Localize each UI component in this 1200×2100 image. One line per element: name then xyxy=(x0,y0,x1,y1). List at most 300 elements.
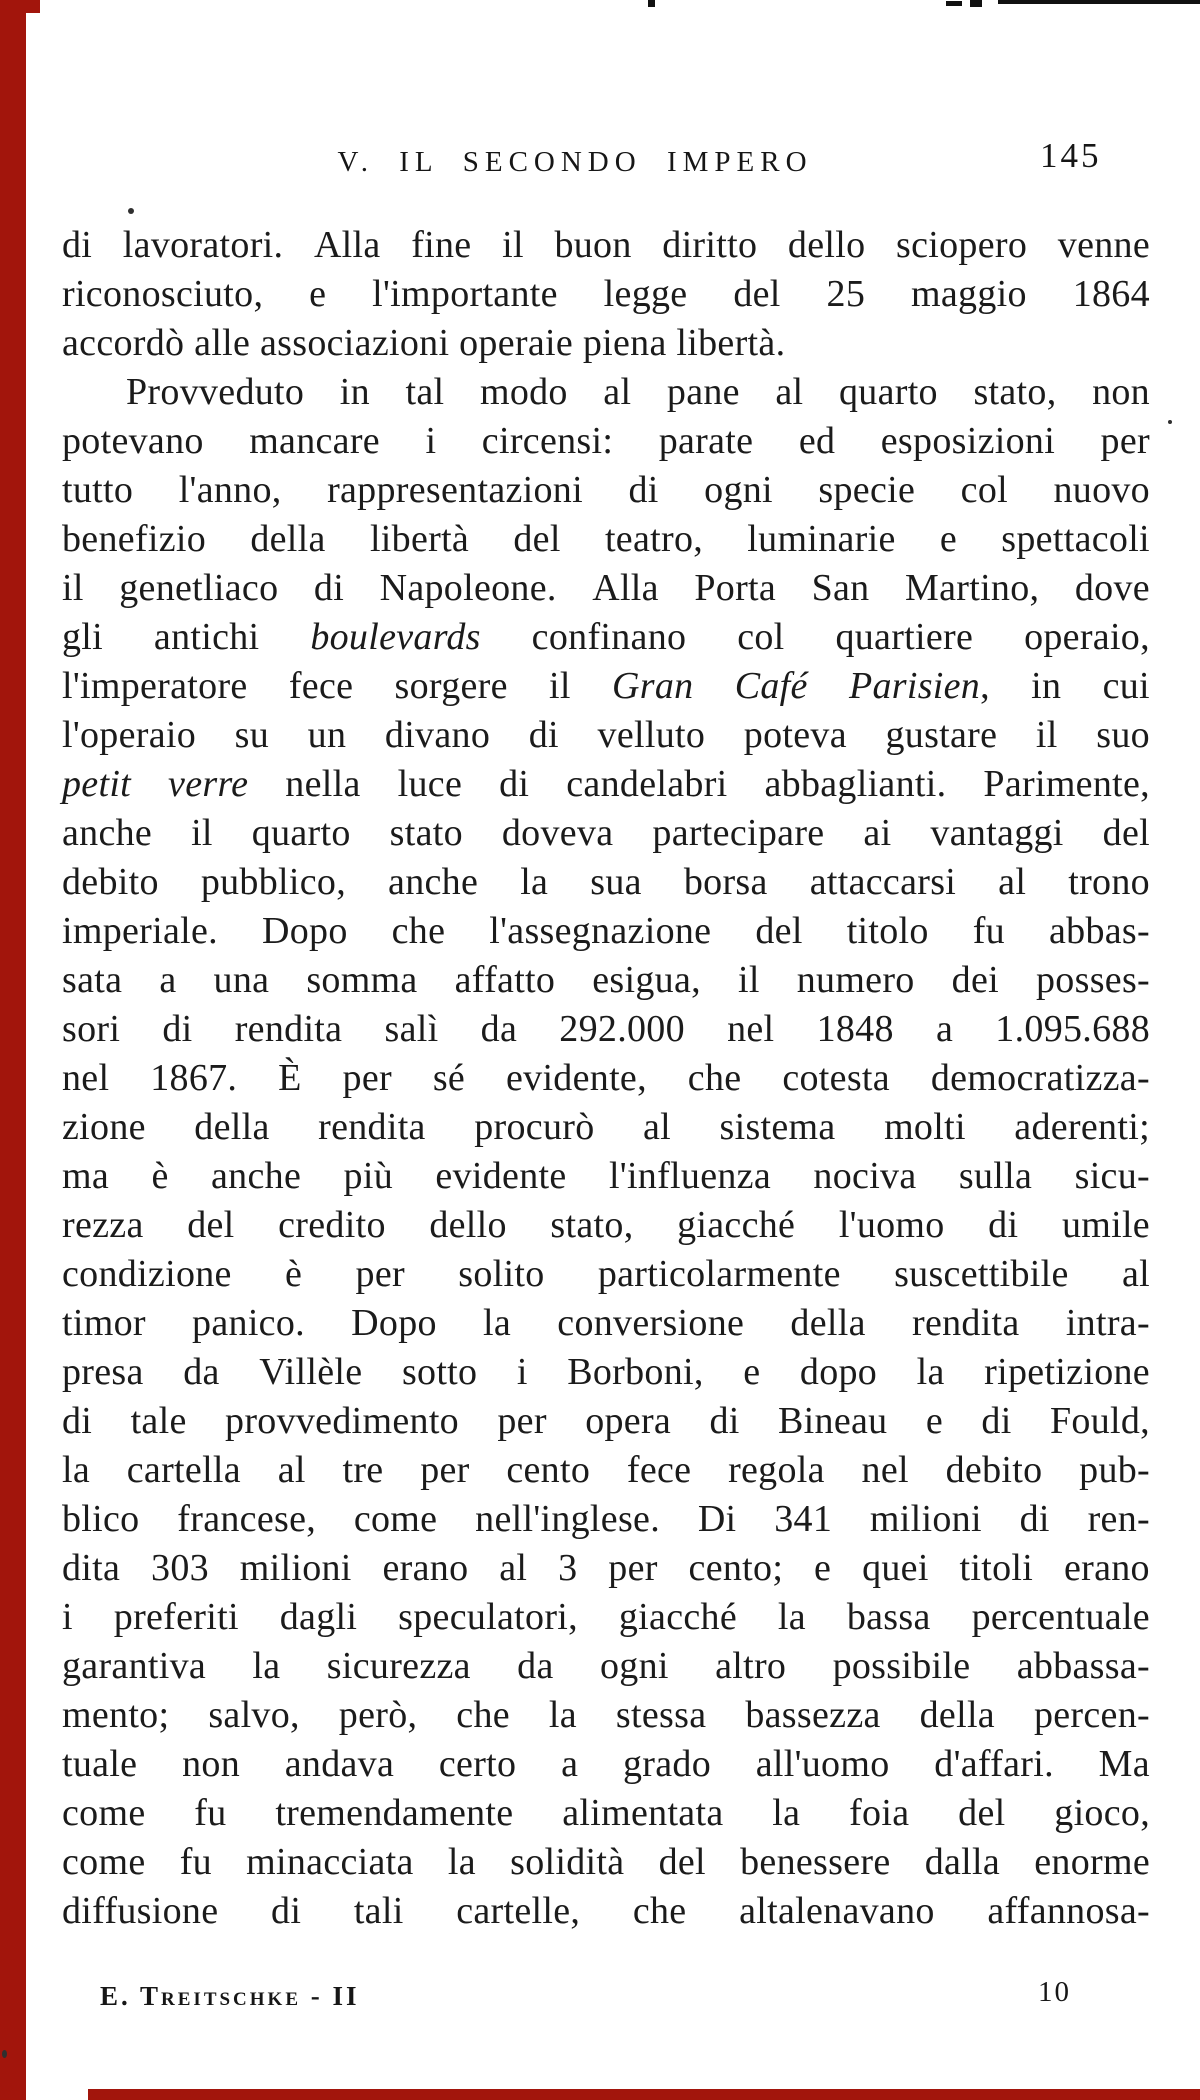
word: blico xyxy=(62,1498,140,1540)
word: esposizioni xyxy=(880,420,1056,462)
word: dove xyxy=(1074,567,1150,609)
word: di xyxy=(62,224,93,266)
word: antichi xyxy=(153,616,260,658)
word: Parisien, xyxy=(848,665,990,707)
word: per xyxy=(342,1057,392,1099)
word: attaccarsi xyxy=(809,861,957,903)
word: salvo, xyxy=(208,1694,300,1736)
word: dopo xyxy=(799,1351,878,1393)
word: bassezza xyxy=(745,1694,881,1736)
word: divano xyxy=(384,714,491,756)
word: dagli xyxy=(279,1596,358,1638)
word: poteva xyxy=(743,714,847,756)
word: all'uomo xyxy=(755,1743,890,1785)
word: cento; xyxy=(688,1547,784,1589)
word: particolarmente xyxy=(597,1253,841,1295)
word: da xyxy=(183,1351,220,1393)
body-line xyxy=(62,1495,1150,1544)
word: Alla xyxy=(313,224,381,266)
body-line xyxy=(62,221,1150,270)
word: Ma xyxy=(1098,1743,1150,1785)
word: dello xyxy=(429,1204,507,1246)
word: come xyxy=(62,1792,146,1834)
word: timor xyxy=(62,1302,146,1344)
word: Porta xyxy=(694,567,777,609)
word: titoli xyxy=(959,1547,1034,1589)
body-line xyxy=(62,1446,1150,1495)
word: dalla xyxy=(924,1841,1001,1883)
word: di xyxy=(988,1204,1019,1246)
word: fine xyxy=(411,224,472,266)
word: della xyxy=(790,1302,866,1344)
word: panico. xyxy=(192,1302,305,1344)
word: genetliaco xyxy=(119,567,279,609)
word: per xyxy=(420,1449,470,1491)
word: di xyxy=(528,714,559,756)
word: foia xyxy=(849,1792,910,1834)
word: milioni xyxy=(239,1547,352,1589)
word: della xyxy=(194,1106,270,1148)
body-line xyxy=(62,1348,1150,1397)
word: 341 xyxy=(774,1498,833,1540)
word: zione xyxy=(62,1106,146,1148)
word: riconosciuto, xyxy=(62,273,264,315)
word: Café xyxy=(734,665,808,707)
word: salì xyxy=(384,1008,439,1050)
word: non xyxy=(1092,371,1150,413)
word: tale xyxy=(130,1400,187,1442)
word: di xyxy=(499,763,530,805)
word: 1848 xyxy=(816,1008,894,1050)
word: una xyxy=(213,959,270,1001)
word: minacciata xyxy=(246,1841,414,1883)
word: Martino, xyxy=(905,567,1040,609)
word: francese, xyxy=(177,1498,317,1540)
word: la xyxy=(777,1596,806,1638)
body-line xyxy=(62,711,1150,760)
word: è xyxy=(285,1253,303,1295)
word: a xyxy=(159,959,177,1001)
word: l'importante xyxy=(372,273,558,315)
word: pubblico, xyxy=(200,861,347,903)
body-line xyxy=(62,1642,1150,1691)
footer-signature: E. Treitschke - II xyxy=(100,1981,360,2011)
word: di xyxy=(271,1890,302,1932)
word: dita xyxy=(62,1547,121,1589)
word: cartelle, xyxy=(456,1890,581,1932)
word: libertà xyxy=(369,518,470,560)
word: diritto xyxy=(662,224,758,266)
word: stessa xyxy=(615,1694,707,1736)
word: ai xyxy=(863,812,892,854)
body-line xyxy=(62,907,1150,956)
word: fece xyxy=(626,1449,692,1491)
word: Provveduto xyxy=(126,371,305,413)
word: conversione xyxy=(557,1302,745,1344)
word: erano xyxy=(1063,1547,1150,1589)
body-line xyxy=(62,613,1150,662)
word: per xyxy=(497,1400,547,1442)
body-line xyxy=(62,270,1150,319)
word: al xyxy=(277,1449,306,1491)
ink-speck xyxy=(2,2050,7,2058)
word: su xyxy=(234,714,270,756)
word: numero xyxy=(796,959,915,1001)
word: suo xyxy=(1096,714,1150,756)
word: operaio, xyxy=(1024,616,1150,658)
word: tremendamente xyxy=(275,1792,514,1834)
word: lavoratori. xyxy=(122,224,284,266)
word: venne xyxy=(1057,224,1150,266)
word: col xyxy=(737,616,785,658)
word: gustare xyxy=(885,714,998,756)
word: borsa xyxy=(683,861,768,903)
word: 1867. xyxy=(150,1057,238,1099)
page-body xyxy=(62,221,1150,1936)
word: del xyxy=(658,1841,706,1883)
word: gioco, xyxy=(1054,1792,1150,1834)
word: al xyxy=(775,371,804,413)
word: pub- xyxy=(1079,1449,1150,1491)
word: circensi: xyxy=(481,420,614,462)
word: e xyxy=(925,1400,944,1442)
word: 303 xyxy=(151,1547,209,1589)
footer-sheet-number: 10 xyxy=(1038,1976,1071,2008)
word: ripetizione xyxy=(984,1351,1150,1393)
word: affannosa- xyxy=(987,1890,1150,1932)
word: la xyxy=(447,1841,476,1883)
word: giacché xyxy=(677,1204,796,1246)
word: percentuale xyxy=(971,1596,1150,1638)
word: partecipare xyxy=(652,812,825,854)
word: mancare xyxy=(249,420,380,462)
body-line xyxy=(62,1299,1150,1348)
word: gli xyxy=(62,616,104,658)
word: di xyxy=(62,1400,93,1442)
body-line xyxy=(62,564,1150,613)
word: luminarie xyxy=(747,518,896,560)
word: legge xyxy=(603,273,688,315)
word: non xyxy=(182,1743,240,1785)
word: il xyxy=(62,567,84,609)
word: del xyxy=(958,1792,1006,1834)
word: il xyxy=(549,665,571,707)
body-line xyxy=(62,1103,1150,1152)
body-line xyxy=(62,1740,1150,1789)
word: confinano xyxy=(531,616,687,658)
word: velluto xyxy=(597,714,706,756)
word: anche xyxy=(211,1155,302,1197)
word: Parimente, xyxy=(983,763,1150,805)
word: l'operaio xyxy=(62,714,197,756)
word: tali xyxy=(353,1890,404,1932)
word: trono xyxy=(1068,861,1150,903)
word: presa xyxy=(62,1351,144,1393)
body-line xyxy=(62,1789,1150,1838)
word: al xyxy=(1121,1253,1150,1295)
scan-artifact-line xyxy=(998,0,1200,4)
word: debito xyxy=(945,1449,1043,1491)
word: nel xyxy=(861,1449,909,1491)
word: 1864 xyxy=(1072,273,1150,315)
word: la xyxy=(483,1302,512,1344)
word: opera xyxy=(585,1400,672,1442)
word: come xyxy=(353,1498,438,1540)
word: suscettibile xyxy=(894,1253,1069,1295)
word: rappresentazioni xyxy=(327,469,583,511)
body-line xyxy=(62,1250,1150,1299)
word: l'imperatore xyxy=(62,665,248,707)
word: da xyxy=(517,1645,554,1687)
header-title: V. IL SECONDO IMPERO xyxy=(337,146,813,178)
word: doveva xyxy=(501,812,614,854)
word: a xyxy=(935,1008,954,1050)
word: dei xyxy=(951,959,999,1001)
word: Napoleone. xyxy=(379,567,557,609)
word: fece xyxy=(288,665,354,707)
word: che xyxy=(391,910,446,952)
word: teatro, xyxy=(604,518,704,560)
word: stato, xyxy=(973,371,1057,413)
word: molti xyxy=(884,1106,966,1148)
word: San xyxy=(811,567,870,609)
word: sorgere xyxy=(394,665,508,707)
word: milioni xyxy=(869,1498,982,1540)
word: quei xyxy=(862,1547,929,1589)
word: sé xyxy=(432,1057,466,1099)
word: erano xyxy=(382,1547,469,1589)
word: di xyxy=(628,469,659,511)
body-line xyxy=(62,956,1150,1005)
word: col xyxy=(960,469,1008,511)
word: Borboni, xyxy=(567,1351,704,1393)
word: benefizio xyxy=(62,518,207,560)
word: più xyxy=(343,1155,393,1197)
body-line xyxy=(62,1201,1150,1250)
word: ed xyxy=(798,420,836,462)
word: di xyxy=(1019,1498,1050,1540)
scan-artifact-dot xyxy=(648,0,655,7)
body-line xyxy=(62,858,1150,907)
word: cotesta xyxy=(782,1057,890,1099)
word: da xyxy=(480,1008,518,1050)
word: per xyxy=(355,1253,405,1295)
word: i xyxy=(516,1351,528,1393)
body-line xyxy=(62,1691,1150,1740)
word: 3 xyxy=(558,1547,578,1589)
word: nel xyxy=(727,1008,775,1050)
word: imperiale. xyxy=(62,910,218,952)
word: credito xyxy=(278,1204,386,1246)
word: del xyxy=(187,1204,235,1246)
word: del xyxy=(755,910,803,952)
word: dello xyxy=(787,224,866,266)
scan-edge-bottom xyxy=(88,2089,1200,2100)
word: titolo xyxy=(846,910,929,952)
word: quarto xyxy=(251,812,351,854)
word: preferiti xyxy=(113,1596,239,1638)
word: ogni xyxy=(599,1645,669,1687)
scan-artifact-dash xyxy=(946,1,962,6)
word: anche xyxy=(388,861,479,903)
word: e xyxy=(309,273,327,315)
word: potevano xyxy=(62,420,204,462)
body-line xyxy=(62,1152,1150,1201)
ink-speck xyxy=(1168,420,1172,424)
word: somma xyxy=(306,959,418,1001)
word: tuale xyxy=(62,1743,138,1785)
word: al xyxy=(499,1547,528,1589)
word: l'uomo xyxy=(838,1204,945,1246)
word: tutto xyxy=(62,469,134,511)
word: verre xyxy=(168,763,249,805)
word: il xyxy=(502,224,524,266)
word: di xyxy=(709,1400,740,1442)
word: modo xyxy=(479,371,568,413)
word: la xyxy=(916,1351,945,1393)
word: la xyxy=(772,1792,801,1834)
word: nel xyxy=(62,1057,110,1099)
word: Fould, xyxy=(1049,1400,1150,1442)
word: esigua, xyxy=(592,959,701,1001)
word: Dopo xyxy=(261,910,348,952)
word: del xyxy=(513,518,561,560)
word: al xyxy=(642,1106,672,1148)
word: in xyxy=(339,371,370,413)
word: sata xyxy=(62,959,123,1001)
word: nell'inglese. xyxy=(475,1498,661,1540)
word: evidente, xyxy=(505,1057,647,1099)
word: per xyxy=(608,1547,658,1589)
word: rezza xyxy=(62,1204,144,1246)
word: altalenavano xyxy=(739,1890,935,1932)
word: rendita xyxy=(234,1008,343,1050)
word: sori xyxy=(62,1008,121,1050)
word: 1.095.688 xyxy=(995,1008,1150,1050)
body-line xyxy=(62,662,1150,711)
word: cento xyxy=(506,1449,591,1491)
word: tre xyxy=(342,1449,384,1491)
word: fu xyxy=(179,1841,212,1883)
word: stato xyxy=(389,812,463,854)
word: sciopero xyxy=(896,224,1028,266)
word: quartiere xyxy=(835,616,974,658)
word: cartella xyxy=(126,1449,241,1491)
word: della xyxy=(919,1694,995,1736)
word: la xyxy=(548,1694,577,1736)
word: giacché xyxy=(618,1596,737,1638)
word: diffusione xyxy=(62,1890,219,1932)
body-line xyxy=(62,1005,1150,1054)
word: Bineau xyxy=(778,1400,888,1442)
word: del xyxy=(733,273,781,315)
word: evidente xyxy=(435,1155,567,1197)
word: il xyxy=(191,812,213,854)
word: l'influenza xyxy=(608,1155,772,1197)
word: il xyxy=(737,959,760,1001)
word: maggio xyxy=(911,273,1027,315)
word: d'affari. xyxy=(934,1743,1054,1785)
word: sicurezza xyxy=(326,1645,471,1687)
body-line: accordò alle associazioni operaie piena libertà. xyxy=(62,322,786,364)
word: Dopo xyxy=(351,1302,437,1344)
word: ren- xyxy=(1087,1498,1150,1540)
word: l'anno, xyxy=(178,469,282,511)
word: regola xyxy=(728,1449,825,1491)
word: Di xyxy=(697,1498,737,1540)
word: solidità xyxy=(510,1841,625,1883)
word: boulevards xyxy=(310,616,481,658)
word: sistema xyxy=(719,1106,836,1148)
word: che xyxy=(687,1057,742,1099)
word: per xyxy=(1100,420,1150,462)
word: che xyxy=(456,1694,510,1736)
word: debito xyxy=(62,861,159,903)
scan-edge-top-left xyxy=(0,0,40,13)
word: luce xyxy=(397,763,463,805)
word: i xyxy=(425,420,437,462)
word: sulla xyxy=(958,1155,1033,1197)
word: Alla xyxy=(592,567,659,609)
word: che xyxy=(632,1890,687,1932)
word: 292.000 xyxy=(559,1008,685,1050)
word: al xyxy=(998,861,1027,903)
word: abbas- xyxy=(1048,910,1150,952)
word: ma xyxy=(62,1155,110,1197)
word: rendita xyxy=(318,1106,426,1148)
word: di xyxy=(981,1400,1012,1442)
word: del xyxy=(1102,812,1150,854)
word: il xyxy=(1035,714,1058,756)
word: e xyxy=(814,1547,832,1589)
word: mento; xyxy=(62,1694,170,1736)
body-line xyxy=(62,1593,1150,1642)
body-line xyxy=(62,466,1150,515)
word: parate xyxy=(658,420,754,462)
word: vantaggi xyxy=(930,812,1064,854)
word: aderenti; xyxy=(1014,1106,1150,1148)
word: certo xyxy=(438,1743,517,1785)
word: sua xyxy=(590,861,642,903)
word: e xyxy=(743,1351,761,1393)
word: intra- xyxy=(1065,1302,1150,1344)
word: altro xyxy=(715,1645,787,1687)
word: speculatori, xyxy=(398,1596,578,1638)
word: rendita xyxy=(911,1302,1020,1344)
word: andava xyxy=(284,1743,395,1785)
body-line xyxy=(62,1838,1150,1887)
word: cui xyxy=(1102,665,1150,707)
word: della xyxy=(250,518,326,560)
word: tal xyxy=(405,371,445,413)
word: alimentata xyxy=(562,1792,724,1834)
word: enorme xyxy=(1034,1841,1150,1883)
word: candelabri xyxy=(566,763,728,805)
word: grado xyxy=(622,1743,711,1785)
running-header xyxy=(0,144,1150,180)
word: come xyxy=(62,1841,146,1883)
word: è xyxy=(151,1155,169,1197)
word: e xyxy=(939,518,958,560)
word: possibile xyxy=(832,1645,971,1687)
body-line xyxy=(62,1054,1150,1103)
word: umile xyxy=(1061,1204,1150,1246)
word: garantiva xyxy=(62,1645,207,1687)
word: procurò xyxy=(474,1106,595,1148)
page-number: 145 xyxy=(1040,136,1102,175)
body-line xyxy=(62,515,1150,564)
word: È xyxy=(278,1057,302,1099)
